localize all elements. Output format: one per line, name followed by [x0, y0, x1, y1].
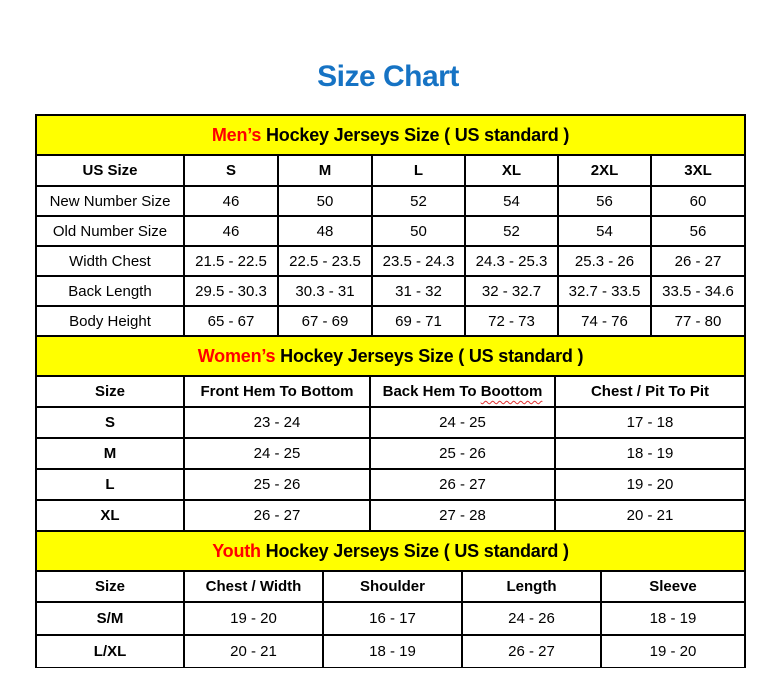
mens-accent-word: Men’s [211, 124, 262, 145]
table-row [36, 469, 745, 500]
value-cell: 69 - 71 [372, 306, 465, 336]
size-chart-tables [35, 114, 744, 668]
youth-section-header [36, 531, 745, 571]
youth-col-chest-width: Chest / Width [184, 571, 323, 602]
youth-col-length: Length [462, 571, 601, 602]
row-label-cell: S [36, 407, 184, 438]
value-cell: 18 - 19 [555, 438, 745, 469]
mens-title-rest: Hockey Jerseys Size ( US standard ) [261, 124, 570, 145]
womens-title-rest: Hockey Jerseys Size ( US standard ) [275, 345, 584, 366]
value-cell: 67 - 69 [278, 306, 372, 336]
mens-col-3xl: 3XL [651, 155, 745, 186]
back-hem-misspelled-word: Boottom [480, 383, 543, 400]
value-cell: 54 [558, 216, 651, 246]
mens-col-l: L [372, 155, 465, 186]
value-cell: 60 [651, 186, 745, 216]
value-cell: 50 [278, 186, 372, 216]
value-cell: 52 [465, 216, 558, 246]
value-cell: 24 - 25 [370, 407, 555, 438]
value-cell: 21.5 - 22.5 [184, 246, 278, 276]
mens-column-header-row [36, 155, 745, 186]
value-cell: 27 - 28 [370, 500, 555, 531]
mens-size-table [35, 114, 746, 337]
row-label-cell: Old Number Size [36, 216, 184, 246]
value-cell: 24.3 - 25.3 [465, 246, 558, 276]
table-row [36, 500, 745, 531]
womens-size-table [35, 335, 746, 532]
value-cell: 25 - 26 [184, 469, 370, 500]
value-cell: 18 - 19 [323, 635, 462, 668]
youth-accent-word: Youth [212, 540, 261, 561]
mens-col-xl: XL [465, 155, 558, 186]
value-cell: 19 - 20 [184, 602, 323, 635]
value-cell: 30.3 - 31 [278, 276, 372, 306]
value-cell: 56 [558, 186, 651, 216]
womens-section-title [36, 336, 745, 376]
value-cell: 23 - 24 [184, 407, 370, 438]
womens-col-chest: Chest / Pit To Pit [555, 376, 745, 407]
womens-col-back-hem [370, 376, 555, 407]
value-cell: 31 - 32 [372, 276, 465, 306]
value-cell: 29.5 - 30.3 [184, 276, 278, 306]
value-cell: 16 - 17 [323, 602, 462, 635]
value-cell: 17 - 18 [555, 407, 745, 438]
youth-col-size: Size [36, 571, 184, 602]
value-cell: 26 - 27 [370, 469, 555, 500]
value-cell: 20 - 21 [184, 635, 323, 668]
value-cell: 23.5 - 24.3 [372, 246, 465, 276]
mens-section-header [36, 115, 745, 155]
row-label-cell: L/XL [36, 635, 184, 668]
value-cell: 46 [184, 216, 278, 246]
row-label-cell: M [36, 438, 184, 469]
back-hem-prefix: Back Hem To [382, 383, 481, 400]
youth-size-table [35, 530, 746, 668]
row-label-cell: New Number Size [36, 186, 184, 216]
value-cell: 52 [372, 186, 465, 216]
value-cell: 65 - 67 [184, 306, 278, 336]
youth-col-sleeve: Sleeve [601, 571, 745, 602]
row-label-cell: Width Chest [36, 246, 184, 276]
value-cell: 56 [651, 216, 745, 246]
value-cell: 18 - 19 [601, 602, 745, 635]
table-row [36, 216, 745, 246]
youth-column-header-row [36, 571, 745, 602]
youth-col-shoulder: Shoulder [323, 571, 462, 602]
value-cell: 26 - 27 [651, 246, 745, 276]
value-cell: 26 - 27 [462, 635, 601, 668]
mens-col-2xl: 2XL [558, 155, 651, 186]
womens-accent-word: Women’s [197, 345, 276, 366]
womens-col-size: Size [36, 376, 184, 407]
youth-title-rest: Hockey Jerseys Size ( US standard ) [260, 540, 569, 561]
value-cell: 50 [372, 216, 465, 246]
table-row [36, 438, 745, 469]
page-title: Size Chart [317, 60, 459, 93]
table-row [36, 407, 745, 438]
value-cell: 24 - 25 [184, 438, 370, 469]
value-cell: 32.7 - 33.5 [558, 276, 651, 306]
table-row [36, 186, 745, 216]
value-cell: 32 - 32.7 [465, 276, 558, 306]
value-cell: 48 [278, 216, 372, 246]
youth-section-title [36, 531, 745, 571]
row-label-cell: XL [36, 500, 184, 531]
womens-col-front-hem: Front Hem To Bottom [184, 376, 370, 407]
value-cell: 22.5 - 23.5 [278, 246, 372, 276]
womens-column-header-row [36, 376, 745, 407]
value-cell: 19 - 20 [601, 635, 745, 668]
value-cell: 25.3 - 26 [558, 246, 651, 276]
row-label-cell: L [36, 469, 184, 500]
value-cell: 20 - 21 [555, 500, 745, 531]
value-cell: 25 - 26 [370, 438, 555, 469]
value-cell: 46 [184, 186, 278, 216]
value-cell: 54 [465, 186, 558, 216]
table-row [36, 246, 745, 276]
table-row [36, 602, 745, 635]
row-label-cell: Back Length [36, 276, 184, 306]
value-cell: 72 - 73 [465, 306, 558, 336]
table-row [36, 306, 745, 336]
value-cell: 33.5 - 34.6 [651, 276, 745, 306]
value-cell: 74 - 76 [558, 306, 651, 336]
table-row [36, 635, 745, 668]
mens-col-us-size: US Size [36, 155, 184, 186]
mens-col-m: M [278, 155, 372, 186]
value-cell: 77 - 80 [651, 306, 745, 336]
row-label-cell: S/M [36, 602, 184, 635]
womens-section-header [36, 336, 745, 376]
mens-section-title [36, 115, 745, 155]
value-cell: 19 - 20 [555, 469, 745, 500]
value-cell: 24 - 26 [462, 602, 601, 635]
value-cell: 26 - 27 [184, 500, 370, 531]
mens-col-s: S [184, 155, 278, 186]
row-label-cell: Body Height [36, 306, 184, 336]
table-row [36, 276, 745, 306]
